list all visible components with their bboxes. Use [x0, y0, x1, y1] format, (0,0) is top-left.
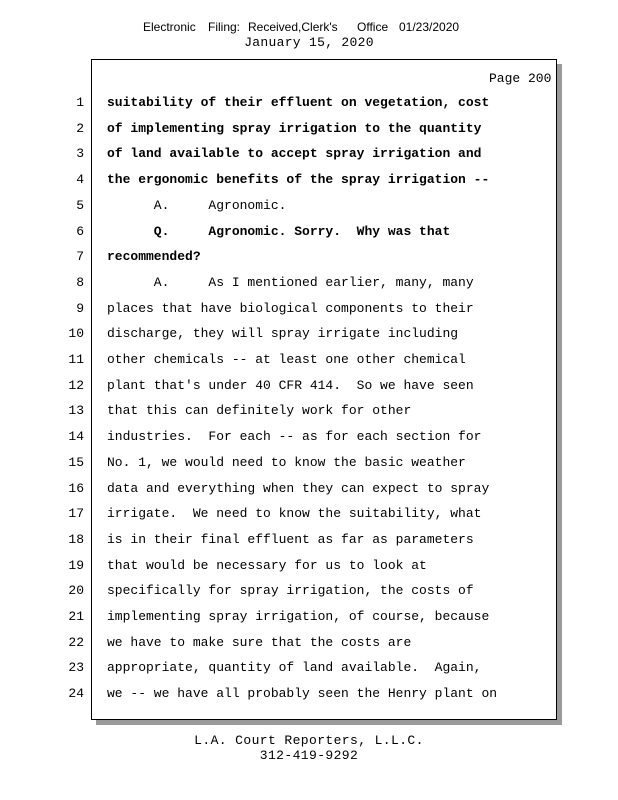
- line-text: plant that's under 40 CFR 414. So we have seen: [107, 378, 474, 393]
- line-text: industries. For each -- as for each section for: [107, 429, 482, 444]
- page-number: Page 200: [489, 71, 552, 86]
- line-number: 24: [68, 686, 84, 701]
- line-text: A. As I mentioned earlier, many, many: [107, 275, 474, 290]
- line-number: 6: [76, 224, 84, 239]
- line-text: that this can definitely work for other: [107, 403, 412, 418]
- line-number: 7: [76, 249, 84, 264]
- line-number: 22: [68, 635, 84, 650]
- line-number: 2: [76, 121, 84, 136]
- line-number: 23: [68, 660, 84, 675]
- line-number: 20: [68, 583, 84, 598]
- line-text: we have to make sure that the costs are: [107, 635, 412, 650]
- line-number: 14: [68, 429, 84, 444]
- line-number: 5: [76, 198, 84, 213]
- transcript-date: January 15, 2020: [244, 35, 374, 50]
- line-number: 18: [68, 532, 84, 547]
- footer-company: L.A. Court Reporters, L.L.C.: [194, 733, 424, 748]
- line-text: of implementing spray irrigation to the quantity: [107, 121, 482, 136]
- line-number: 12: [68, 378, 84, 393]
- line-text: the ergonomic benefits of the spray irrigation --: [107, 172, 490, 187]
- line-text: we -- we have all probably seen the Henry plant on: [107, 686, 498, 701]
- line-number: 21: [68, 609, 84, 624]
- line-text: No. 1, we would need to know the basic weather: [107, 455, 466, 470]
- line-number: 17: [68, 506, 84, 521]
- line-text: implementing spray irrigation, of course, because: [107, 609, 490, 624]
- line-number: 13: [68, 403, 84, 418]
- line-text: appropriate, quantity of land available. Again,: [107, 660, 482, 675]
- line-text: suitability of their effluent on vegetation, cost: [107, 95, 490, 110]
- line-number: 4: [76, 172, 84, 187]
- line-text: irrigate. We need to know the suitability, what: [107, 506, 482, 521]
- efiling-stamp: [0, 20, 618, 36]
- line-number: 16: [68, 481, 84, 496]
- line-text: specifically for spray irrigation, the costs of: [107, 583, 474, 598]
- line-text: other chemicals -- at least one other chemical: [107, 352, 466, 367]
- line-number: 11: [68, 352, 84, 367]
- line-number: 9: [76, 301, 84, 316]
- line-text: recommended?: [107, 249, 201, 264]
- line-text: of land available to accept spray irrigation and: [107, 146, 482, 161]
- line-text: is in their final effluent as far as parameters: [107, 532, 474, 547]
- line-text: discharge, they will spray irrigate including: [107, 326, 459, 341]
- efiling-electronic: Electronic: [143, 20, 196, 34]
- line-text: places that have biological components to their: [107, 301, 474, 316]
- line-text: Q. Agronomic. Sorry. Why was that: [107, 224, 451, 239]
- line-number: 8: [76, 275, 84, 290]
- footer-phone: 312-419-9292: [259, 748, 359, 763]
- line-number: 15: [68, 455, 84, 470]
- line-text: that would be necessary for us to look at: [107, 558, 427, 573]
- line-number: 1: [76, 95, 84, 110]
- line-number: 10: [68, 326, 84, 341]
- line-number: 3: [76, 146, 84, 161]
- efiling-received: Received,Clerk's: [248, 20, 338, 34]
- line-text: data and everything when they can expect to spray: [107, 481, 490, 496]
- line-text: A. Agronomic.: [107, 198, 287, 213]
- efiling-office: Office: [357, 20, 389, 34]
- efiling-filing: Filing:: [208, 20, 241, 34]
- efiling-date: 01/23/2020: [399, 20, 460, 34]
- line-number: 19: [68, 558, 84, 573]
